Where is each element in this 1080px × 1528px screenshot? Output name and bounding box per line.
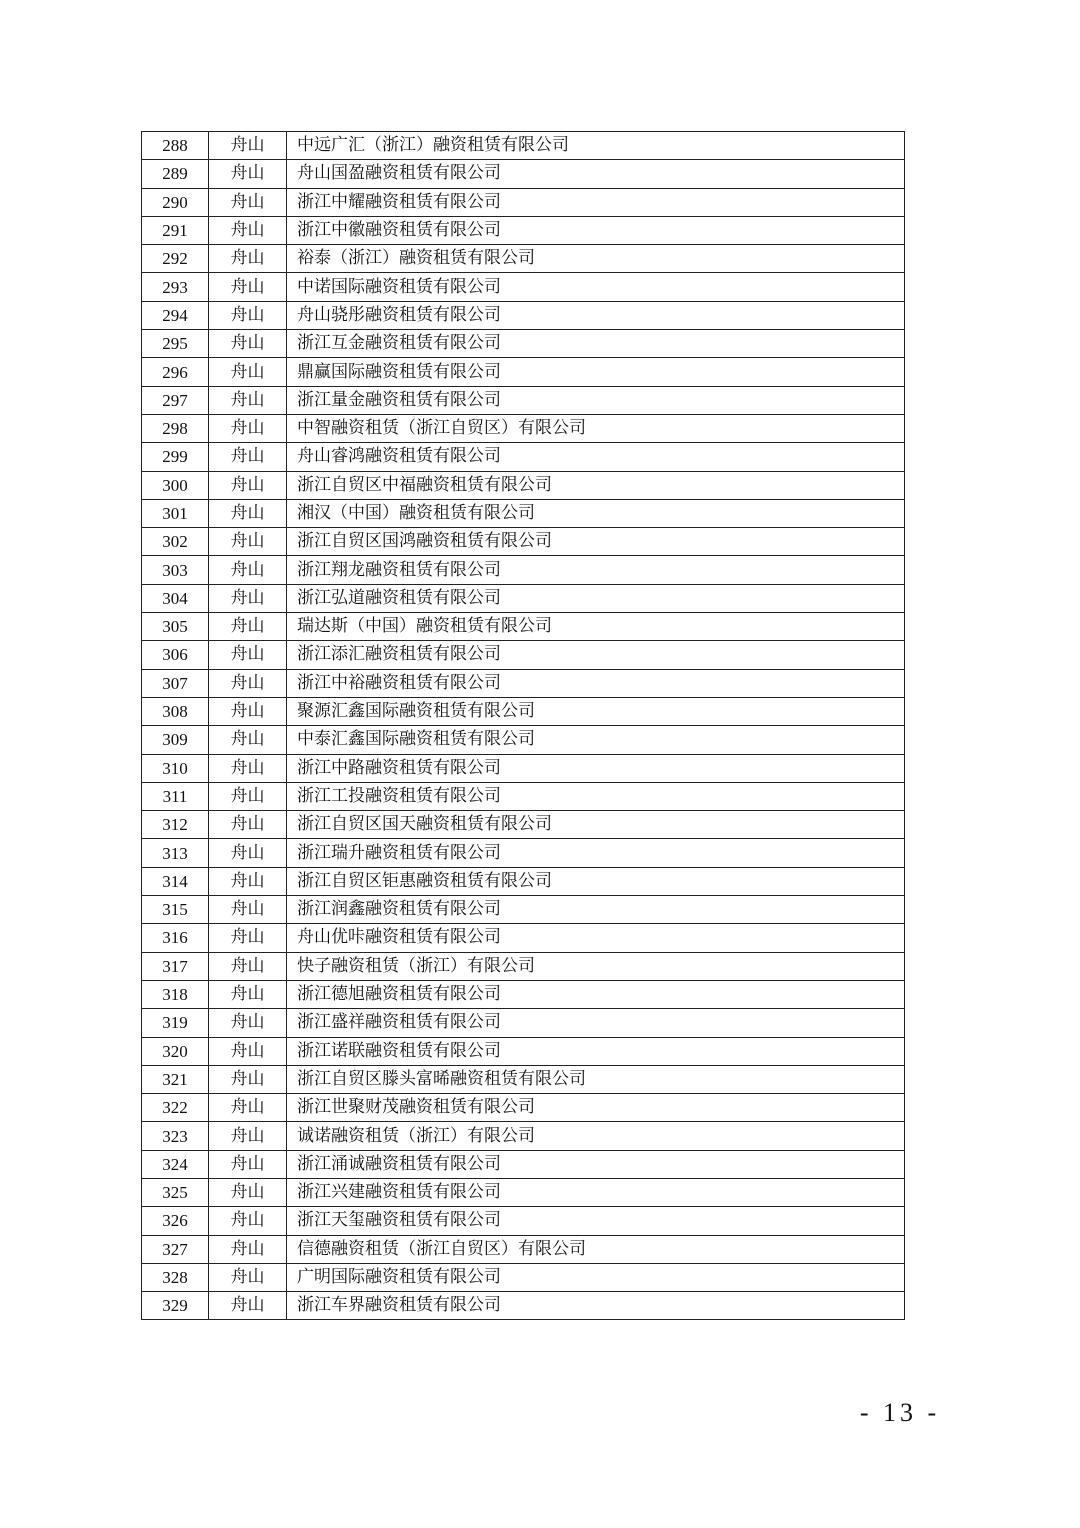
table-row (142, 867, 905, 895)
row-number-cell: 300 (142, 471, 209, 499)
region-cell: 舟山 (209, 726, 287, 754)
company-name-cell: 浙江瑞升融资租赁有限公司 (287, 839, 905, 867)
region-cell: 舟山 (209, 216, 287, 244)
table-row (142, 528, 905, 556)
company-name-cell: 聚源汇鑫国际融资租赁有限公司 (287, 697, 905, 725)
company-name-cell: 浙江兴建融资租赁有限公司 (287, 1178, 905, 1206)
row-number-cell: 289 (142, 160, 209, 188)
company-name-cell: 浙江自贸区滕头富晞融资租赁有限公司 (287, 1065, 905, 1093)
company-name-cell: 浙江诺联融资租赁有限公司 (287, 1037, 905, 1065)
region-cell: 舟山 (209, 782, 287, 810)
region-cell: 舟山 (209, 1065, 287, 1093)
table-row (142, 697, 905, 725)
company-name-cell: 浙江工投融资租赁有限公司 (287, 782, 905, 810)
region-cell: 舟山 (209, 641, 287, 669)
region-cell: 舟山 (209, 952, 287, 980)
table-row (142, 1037, 905, 1065)
region-cell: 舟山 (209, 1037, 287, 1065)
row-number-cell: 326 (142, 1207, 209, 1235)
row-number-cell: 288 (142, 132, 209, 160)
table-row (142, 216, 905, 244)
row-number-cell: 308 (142, 697, 209, 725)
row-number-cell: 307 (142, 669, 209, 697)
table-row (142, 1009, 905, 1037)
table-row (142, 613, 905, 641)
table-row (142, 1207, 905, 1235)
company-name-cell: 浙江自贸区国天融资租赁有限公司 (287, 811, 905, 839)
company-name-cell: 诚诺融资租赁（浙江）有限公司 (287, 1122, 905, 1150)
region-cell: 舟山 (209, 669, 287, 697)
region-cell: 舟山 (209, 584, 287, 612)
region-cell: 舟山 (209, 414, 287, 442)
region-cell: 舟山 (209, 1009, 287, 1037)
company-name-cell: 浙江德旭融资租赁有限公司 (287, 980, 905, 1008)
row-number-cell: 318 (142, 980, 209, 1008)
row-number-cell: 295 (142, 330, 209, 358)
company-table (141, 131, 905, 1320)
row-number-cell: 320 (142, 1037, 209, 1065)
row-number-cell: 316 (142, 924, 209, 952)
company-name-cell: 浙江弘道融资租赁有限公司 (287, 584, 905, 612)
table-row (142, 754, 905, 782)
table-row (142, 980, 905, 1008)
company-name-cell: 舟山优咔融资租赁有限公司 (287, 924, 905, 952)
table-row (142, 471, 905, 499)
region-cell: 舟山 (209, 754, 287, 782)
row-number-cell: 306 (142, 641, 209, 669)
region-cell: 舟山 (209, 358, 287, 386)
region-cell: 舟山 (209, 330, 287, 358)
region-cell: 舟山 (209, 1094, 287, 1122)
table-row (142, 556, 905, 584)
region-cell: 舟山 (209, 924, 287, 952)
table-row (142, 1235, 905, 1263)
table-row (142, 839, 905, 867)
table-row (142, 414, 905, 442)
table-body (142, 132, 905, 1320)
table-row (142, 726, 905, 754)
region-cell: 舟山 (209, 1122, 287, 1150)
company-name-cell: 浙江互金融资租赁有限公司 (287, 330, 905, 358)
row-number-cell: 292 (142, 245, 209, 273)
company-name-cell: 浙江盛祥融资租赁有限公司 (287, 1009, 905, 1037)
row-number-cell: 301 (142, 499, 209, 527)
company-name-cell: 鼎赢国际融资租赁有限公司 (287, 358, 905, 386)
table-row (142, 301, 905, 329)
table-row (142, 782, 905, 810)
region-cell: 舟山 (209, 1150, 287, 1178)
table-row (142, 584, 905, 612)
table-row (142, 1065, 905, 1093)
table-row (142, 669, 905, 697)
company-name-cell: 浙江天玺融资租赁有限公司 (287, 1207, 905, 1235)
company-name-cell: 中智融资租赁（浙江自贸区）有限公司 (287, 414, 905, 442)
region-cell: 舟山 (209, 1235, 287, 1263)
company-name-cell: 浙江世聚财茂融资租赁有限公司 (287, 1094, 905, 1122)
company-name-cell: 浙江量金融资租赁有限公司 (287, 386, 905, 414)
table-row (142, 1178, 905, 1206)
region-cell: 舟山 (209, 132, 287, 160)
table-row (142, 245, 905, 273)
company-name-cell: 快子融资租赁（浙江）有限公司 (287, 952, 905, 980)
region-cell: 舟山 (209, 697, 287, 725)
row-number-cell: 311 (142, 782, 209, 810)
company-name-cell: 浙江车界融资租赁有限公司 (287, 1292, 905, 1320)
table-row (142, 1094, 905, 1122)
region-cell: 舟山 (209, 811, 287, 839)
row-number-cell: 298 (142, 414, 209, 442)
region-cell: 舟山 (209, 499, 287, 527)
table-row (142, 1292, 905, 1320)
row-number-cell: 302 (142, 528, 209, 556)
company-name-cell: 浙江自贸区国鸿融资租赁有限公司 (287, 528, 905, 556)
table-row (142, 896, 905, 924)
row-number-cell: 317 (142, 952, 209, 980)
region-cell: 舟山 (209, 245, 287, 273)
table-row (142, 1150, 905, 1178)
table-row (142, 641, 905, 669)
company-name-cell: 中诺国际融资租赁有限公司 (287, 273, 905, 301)
row-number-cell: 305 (142, 613, 209, 641)
region-cell: 舟山 (209, 867, 287, 895)
region-cell: 舟山 (209, 1292, 287, 1320)
company-name-cell: 浙江中耀融资租赁有限公司 (287, 188, 905, 216)
row-number-cell: 312 (142, 811, 209, 839)
region-cell: 舟山 (209, 556, 287, 584)
company-name-cell: 舟山睿鸿融资租赁有限公司 (287, 443, 905, 471)
region-cell: 舟山 (209, 613, 287, 641)
table-row (142, 132, 905, 160)
row-number-cell: 321 (142, 1065, 209, 1093)
row-number-cell: 322 (142, 1094, 209, 1122)
table-row (142, 330, 905, 358)
row-number-cell: 294 (142, 301, 209, 329)
row-number-cell: 304 (142, 584, 209, 612)
row-number-cell: 314 (142, 867, 209, 895)
company-name-cell: 舟山国盈融资租赁有限公司 (287, 160, 905, 188)
table-row (142, 443, 905, 471)
company-name-cell: 浙江添汇融资租赁有限公司 (287, 641, 905, 669)
region-cell: 舟山 (209, 386, 287, 414)
region-cell: 舟山 (209, 980, 287, 1008)
company-name-cell: 信德融资租赁（浙江自贸区）有限公司 (287, 1235, 905, 1263)
company-name-cell: 湘汉（中国）融资租赁有限公司 (287, 499, 905, 527)
company-name-cell: 广明国际融资租赁有限公司 (287, 1263, 905, 1291)
company-name-cell: 浙江涌诚融资租赁有限公司 (287, 1150, 905, 1178)
row-number-cell: 297 (142, 386, 209, 414)
row-number-cell: 315 (142, 896, 209, 924)
region-cell: 舟山 (209, 273, 287, 301)
company-name-cell: 裕泰（浙江）融资租赁有限公司 (287, 245, 905, 273)
company-name-cell: 浙江中路融资租赁有限公司 (287, 754, 905, 782)
row-number-cell: 299 (142, 443, 209, 471)
region-cell: 舟山 (209, 443, 287, 471)
company-name-cell: 浙江自贸区钜惠融资租赁有限公司 (287, 867, 905, 895)
region-cell: 舟山 (209, 839, 287, 867)
row-number-cell: 313 (142, 839, 209, 867)
row-number-cell: 324 (142, 1150, 209, 1178)
region-cell: 舟山 (209, 1263, 287, 1291)
table-row (142, 1122, 905, 1150)
row-number-cell: 323 (142, 1122, 209, 1150)
company-name-cell: 浙江润鑫融资租赁有限公司 (287, 896, 905, 924)
region-cell: 舟山 (209, 896, 287, 924)
row-number-cell: 325 (142, 1178, 209, 1206)
row-number-cell: 293 (142, 273, 209, 301)
company-name-cell: 浙江翔龙融资租赁有限公司 (287, 556, 905, 584)
row-number-cell: 296 (142, 358, 209, 386)
row-number-cell: 291 (142, 216, 209, 244)
company-name-cell: 瑞达斯（中国）融资租赁有限公司 (287, 613, 905, 641)
table-row (142, 1263, 905, 1291)
region-cell: 舟山 (209, 1207, 287, 1235)
table-row (142, 358, 905, 386)
row-number-cell: 319 (142, 1009, 209, 1037)
row-number-cell: 303 (142, 556, 209, 584)
row-number-cell: 310 (142, 754, 209, 782)
company-name-cell: 浙江中裕融资租赁有限公司 (287, 669, 905, 697)
region-cell: 舟山 (209, 528, 287, 556)
row-number-cell: 290 (142, 188, 209, 216)
region-cell: 舟山 (209, 1178, 287, 1206)
table-row (142, 160, 905, 188)
table-row (142, 386, 905, 414)
company-name-cell: 中泰汇鑫国际融资租赁有限公司 (287, 726, 905, 754)
row-number-cell: 329 (142, 1292, 209, 1320)
company-name-cell: 浙江自贸区中福融资租赁有限公司 (287, 471, 905, 499)
company-name-cell: 舟山骁彤融资租赁有限公司 (287, 301, 905, 329)
region-cell: 舟山 (209, 160, 287, 188)
region-cell: 舟山 (209, 471, 287, 499)
company-name-cell: 中远广汇（浙江）融资租赁有限公司 (287, 132, 905, 160)
row-number-cell: 327 (142, 1235, 209, 1263)
table-row (142, 273, 905, 301)
region-cell: 舟山 (209, 188, 287, 216)
table-row (142, 499, 905, 527)
table-row (142, 952, 905, 980)
region-cell: 舟山 (209, 301, 287, 329)
row-number-cell: 309 (142, 726, 209, 754)
table-row (142, 811, 905, 839)
company-name-cell: 浙江中徽融资租赁有限公司 (287, 216, 905, 244)
table-row (142, 188, 905, 216)
table-row (142, 924, 905, 952)
page-number: - 13 - (859, 1398, 941, 1427)
row-number-cell: 328 (142, 1263, 209, 1291)
